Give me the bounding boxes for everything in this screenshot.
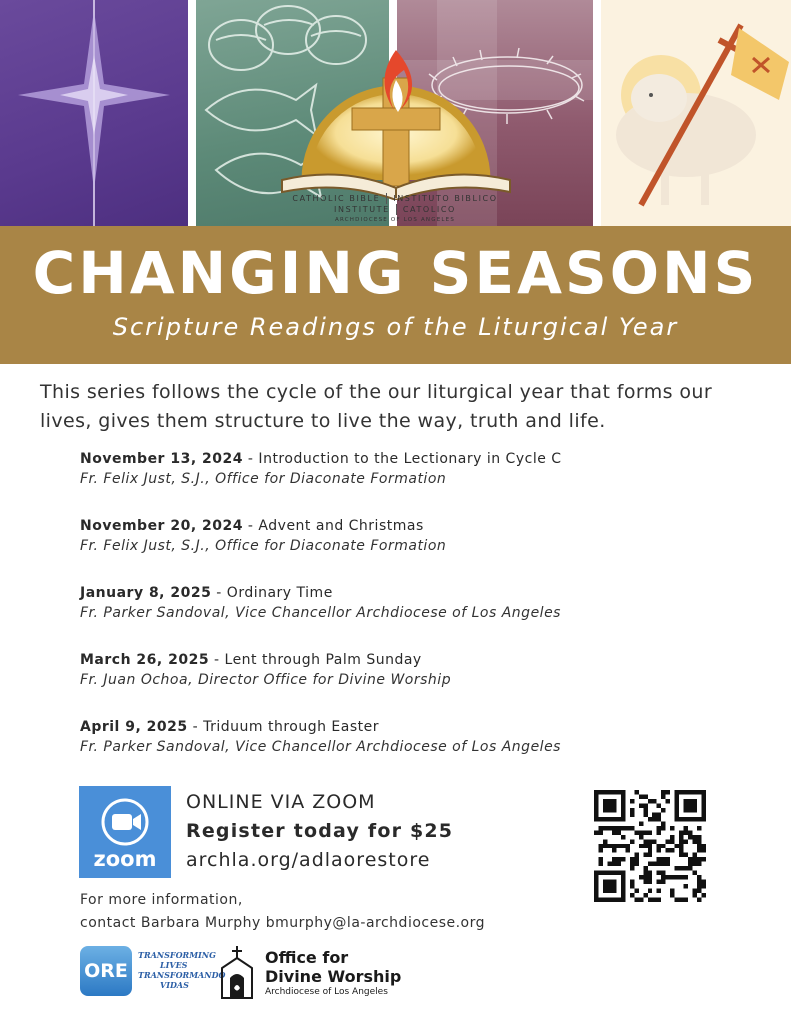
online-label: ONLINE VIA ZOOM: [186, 791, 376, 813]
session-date: March 26, 2025: [80, 652, 210, 668]
cbi-logo-text: [282, 193, 508, 226]
ore-tag-3: TRANSFORMANDO: [138, 970, 226, 980]
logo-line2-left: INSTITUTE: [334, 204, 397, 215]
session-speaker: Fr. Parker Sandoval, Vice Chancellor Archdiocese of Los Angeles: [80, 739, 561, 755]
info-line1: For more information,: [80, 892, 243, 908]
cross-flame-icon: [280, 30, 512, 200]
star-icon: [0, 0, 188, 226]
odw-title: [265, 948, 425, 986]
session-item: [80, 517, 760, 584]
ore-tagline: [138, 950, 226, 990]
easter-panel: [601, 0, 791, 226]
ore-tag-1: TRANSFORMING: [138, 950, 216, 960]
session-list: [80, 450, 760, 785]
header-images: [0, 0, 791, 226]
logo-line2-right: CATOLICO: [402, 205, 456, 214]
odw-logo: [218, 946, 402, 1004]
ore-tag-4: VIDAS: [160, 980, 189, 990]
odw-title-line1: Office for: [265, 948, 349, 967]
session-item: [80, 718, 760, 785]
session-topic: - Triduum through Easter: [187, 719, 379, 735]
logo-line1-right: INSTITUTO BIBLICO: [393, 194, 498, 203]
session-topic: - Ordinary Time: [211, 585, 333, 601]
registration-block: [186, 788, 453, 875]
register-label: Register today for $25: [186, 820, 454, 842]
intro-paragraph: This series follows the cycle of the our liturgical year that forms our lives, gives them structure to live the way, truth and life.: [40, 381, 713, 432]
session-speaker: Fr. Parker Sandoval, Vice Chancellor Archdiocese of Los Angeles: [80, 605, 561, 621]
session-topic: - Introduction to the Lectionary in Cycle C: [242, 451, 562, 467]
ore-logo-mark: ORE: [80, 946, 132, 996]
info-line2: contact Barbara Murphy bmurphy@la-archdiocese.org: [80, 915, 486, 931]
logo-line3: ARCHDIOCESE OF LOS ANGELES: [334, 217, 456, 223]
odw-title-line2: Divine Worship: [265, 967, 402, 986]
camera-icon: [79, 786, 171, 878]
church-icon: [218, 946, 256, 1000]
page-subtitle: Scripture Readings of the Liturgical Year: [112, 313, 679, 341]
lamb-of-god-icon: [601, 0, 791, 226]
session-date: January 8, 2025: [80, 585, 212, 601]
session-speaker: Fr. Juan Ochoa, Director Office for Divine Worship: [80, 672, 452, 688]
title-banner: [0, 226, 791, 364]
store-link[interactable]: archla.org/adlaorestore: [186, 849, 431, 871]
zoom-logo-text: zoom: [93, 847, 157, 871]
logo-line1-left: CATHOLIC BIBLE: [292, 193, 387, 204]
session-speaker: Fr. Felix Just, S.J., Office for Diaconate Formation: [80, 471, 447, 487]
session-topic: - Advent and Christmas: [242, 518, 424, 534]
ore-tag-2: LIVES: [160, 960, 188, 970]
session-speaker: Fr. Felix Just, S.J., Office for Diaconate Formation: [80, 538, 447, 554]
session-date: April 9, 2025: [80, 719, 188, 735]
session-item: [80, 584, 760, 651]
zoom-logo: [79, 786, 171, 878]
session-item: [80, 651, 760, 718]
session-topic: - Lent through Palm Sunday: [209, 652, 422, 668]
qr-code-icon[interactable]: [594, 790, 706, 902]
advent-panel: [0, 0, 188, 226]
session-item: [80, 450, 760, 517]
session-date: November 13, 2024: [80, 451, 243, 467]
session-date: November 20, 2024: [80, 518, 243, 534]
contact-info: [80, 889, 485, 935]
page-title: CHANGING SEASONS: [32, 239, 759, 307]
odw-subtitle: Archdiocese of Los Angeles: [265, 987, 388, 997]
